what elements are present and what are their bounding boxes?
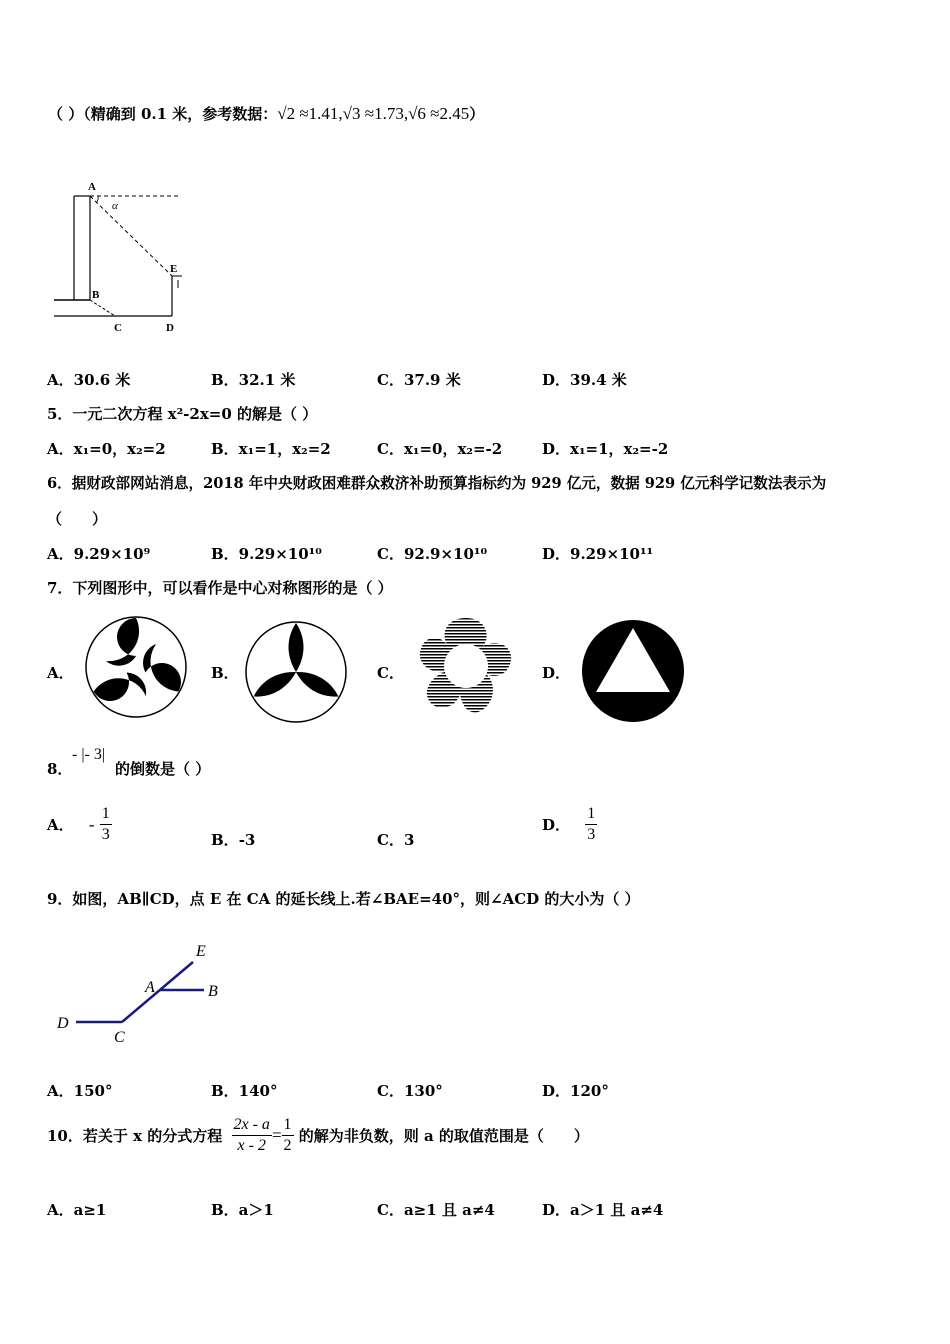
q4-label-e: E: [170, 263, 178, 275]
q5-option-b[interactable]: B．x₁=1，x₂=2: [211, 440, 331, 458]
q4-option-a[interactable]: A．30.6 米: [47, 371, 131, 389]
q7-figure-a-tomoe[interactable]: [85, 616, 187, 718]
q6-stem: 6．据财政部网站消息，2018 年中央财政困难群众救济补助预算指标约为 929 亿元，数据 929 亿元科学记数法表示为: [47, 475, 827, 492]
q9-option-b[interactable]: B．140°: [211, 1082, 278, 1100]
q4-label-a: A: [88, 181, 96, 193]
q7-option-a[interactable]: A．: [47, 664, 74, 682]
q8-option-d-fraction: $\frac{1}{3}$: [587, 805, 596, 843]
q4-label-alpha: α: [112, 200, 118, 212]
q9-label-a: A: [145, 979, 155, 996]
q10-rhs-fraction: $\frac{1}{2}$: [283, 1116, 292, 1154]
q6-option-b[interactable]: B．9.29×10¹⁰: [211, 545, 322, 563]
q4-close-paren: ）: [469, 105, 485, 123]
q4-stem-line: [48, 103, 484, 124]
q9-label-d: D: [57, 1015, 69, 1032]
q8-option-a[interactable]: A． - $\frac{1}{3}$: [47, 805, 110, 843]
q10-stem-pre: 10．若关于 x 的分式方程: [47, 1127, 223, 1145]
q5-option-a[interactable]: A．x₁=0，x₂=2: [47, 440, 166, 458]
q5-stem: 5．一元二次方程 x²-2x=0 的解是（ ）: [47, 405, 318, 423]
q10-option-d[interactable]: D．a＞1 且 a≠4: [542, 1201, 664, 1219]
q4-option-d[interactable]: D．39.4 米: [542, 371, 627, 389]
q10-option-b[interactable]: B．a＞1: [211, 1201, 274, 1219]
q4-building-figure: [50, 176, 190, 341]
q7-option-c[interactable]: C．: [377, 664, 404, 682]
q9-label-c: C: [114, 1029, 125, 1046]
q9-label-e: E: [196, 943, 206, 960]
q5-option-d[interactable]: D．x₁=1，x₂=-2: [542, 440, 669, 458]
q8-number: 8．: [47, 760, 73, 778]
q7-figure-d-triangle-in-circle[interactable]: [581, 619, 685, 723]
q10-option-c[interactable]: C．a≥1 且 a≠4: [377, 1201, 495, 1219]
q10-stem-post: 的解为非负数，则 a 的取值范围是（ ）: [298, 1127, 589, 1145]
q5-option-c[interactable]: C．x₁=0，x₂=-2: [377, 440, 503, 458]
q10-lhs-fraction: $\frac{2x - a}{x - 2}$: [233, 1116, 270, 1154]
q7-figure-c-striped-flower[interactable]: [412, 616, 520, 720]
q9-option-a[interactable]: A．150°: [47, 1082, 113, 1100]
q6-answer-paren: （ ）: [47, 510, 108, 528]
q10-stem-line: 10．若关于 x 的分式方程 $\frac{2x - a}{x - 2}$ = $\frac{1}{2}$ 的解为非负数，则 a 的取值范围是（ ）: [47, 1116, 589, 1154]
q6-option-c[interactable]: C．92.9×10¹⁰: [377, 545, 488, 563]
q8-option-c[interactable]: C．3: [377, 831, 415, 849]
q4-label-b: B: [92, 289, 100, 301]
q4-option-c[interactable]: C．37.9 米: [377, 371, 461, 389]
q7-stem: 7．下列图形中，可以看作是中心对称图形的是（ ）: [47, 579, 393, 597]
q4-label-d: D: [166, 322, 174, 334]
q8-option-b[interactable]: B．-3: [211, 831, 256, 849]
q7-option-b[interactable]: B．: [211, 664, 239, 682]
q4-reference-values: √2 ≈1.41,√3 ≈1.73,√6 ≈2.45: [277, 104, 470, 123]
q8-expression: - |- 3|: [72, 746, 106, 763]
q9-parallel-lines-figure: [50, 938, 230, 1048]
q8-option-d[interactable]: D． $\frac{1}{3}$: [542, 805, 596, 843]
q4-option-b[interactable]: B．32.1 米: [211, 371, 296, 389]
q9-stem: 9．如图，AB∥CD，点 E 在 CA 的延长线上.若∠BAE=40°，则∠ACD 的大小为（ ）: [47, 890, 640, 908]
q6-option-a[interactable]: A．9.29×10⁹: [47, 545, 151, 563]
q10-option-a[interactable]: A．a≥1: [47, 1201, 107, 1219]
q9-option-c[interactable]: C．130°: [377, 1082, 443, 1100]
q7-figure-b-three-petals[interactable]: [244, 620, 348, 724]
q4-intro: （ ）（精确到 0.1 米，参考数据：: [48, 105, 278, 123]
q8-stem-text: 的倒数是（ ）: [115, 760, 211, 778]
q9-label-b: B: [208, 983, 218, 1000]
q8-option-a-fraction: $\frac{1}{3}$: [101, 805, 110, 843]
q7-option-d[interactable]: D．: [542, 664, 571, 682]
q9-option-d[interactable]: D．120°: [542, 1082, 609, 1100]
q4-label-c: C: [114, 322, 122, 334]
q6-option-d[interactable]: D．9.29×10¹¹: [542, 545, 654, 563]
